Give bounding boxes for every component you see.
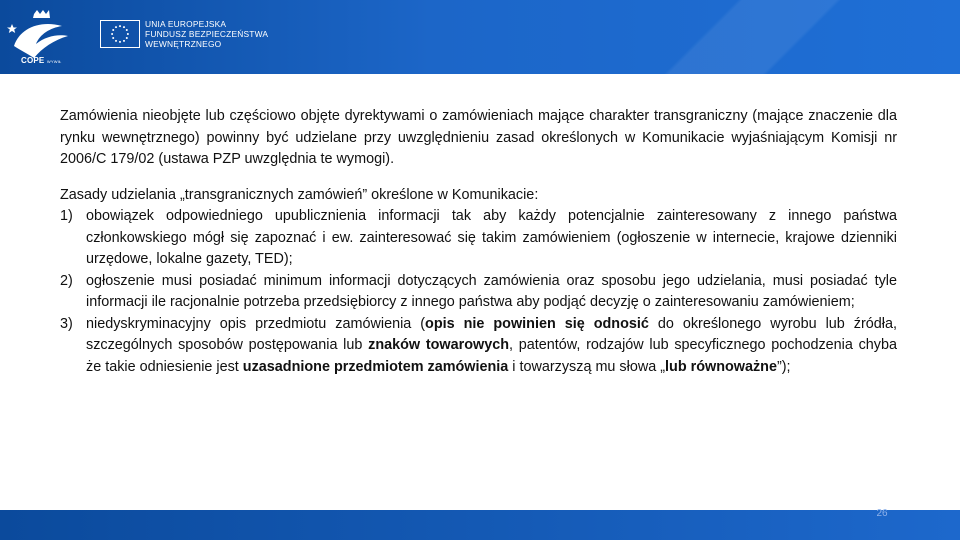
eu-fund-label (145, 19, 268, 50)
bold-phrase: znaków towarowych (368, 337, 509, 353)
list-item (60, 314, 897, 379)
item-text: obowiązek odpowiedniego upublicznienia informacji tak aby każdy potencjalnie zainteresowany z innego państwa członkowskiego mógł się zapoznać i ew. zainteresować się takim zamówieniem (ogłoszenie w internecie, krajowe dzienniki urzędowe, lokalne gazety, TED); (86, 208, 897, 267)
list-item (60, 271, 897, 314)
item-number: 3) (60, 315, 73, 332)
logo-text: COPE WYWIŁ (21, 56, 62, 65)
eu-line-1: UNIA EUROPEJSKA (145, 19, 227, 29)
eu-line-3: WEWNĘTRZNEGO (145, 39, 222, 50)
rules-intro: Zasady udzielania „transgranicznych zamówień” określone w Komunikacie: (60, 186, 539, 203)
intro-paragraph: Zamówienia nieobjęte lub częściowo objęte dyrektywami o zamówieniach mające charakter transgraniczny (mające znaczenie dla rynku wewnętrznego) powinny być udzielane przy uwzględnieniu zasad określonych w Komunikacie wyjaśniającym Komisji nr 2006/C 179/02 (ustawa PZP uwzględnia te wymogi). (60, 108, 897, 167)
item-text: ogłoszenie musi posiadać minimum informacji dotyczących zamówienia oraz sposobu jego udzielania, musi posiadać tyle informacji ile racjonalnie potrzeba przedsiębiorcy z innego państwa aby podjąć decyzję o zainteresowaniu zamówieniem; (86, 272, 897, 310)
bold-phrase: uzasadnione przedmiotem zamówienia (242, 358, 509, 375)
item-number: 2) (60, 272, 73, 289)
eu-flag-icon (100, 20, 140, 48)
eu-line-2: FUNDUSZ BEZPIECZEŃSTWA (145, 29, 269, 40)
item-number: 1) (60, 208, 73, 224)
page-number: 26 (876, 508, 888, 519)
slide-content (60, 106, 897, 378)
bold-phrase: opis nie powinien się odnosić (425, 315, 649, 332)
list-item (60, 206, 897, 271)
rules-list (60, 206, 897, 378)
footer-bar (0, 510, 960, 540)
bold-phrase: lub równoważne (665, 358, 777, 375)
header-decoration (540, 0, 960, 74)
item-text: niedyskryminacyjny opis przedmiotu zamówienia (opis nie powinien się odnosić do określonego wyrobu lub źródła, szczególnych sposobów postępowania lub znaków towarowych, patentów, rodzajów lub specyficznego pochodzenia chyba że takie odniesienie jest uzasadnione przedmiotem zamówienia i towarzyszą mu słowa „lub równoważne”); (86, 315, 897, 375)
header-bar (0, 0, 960, 74)
